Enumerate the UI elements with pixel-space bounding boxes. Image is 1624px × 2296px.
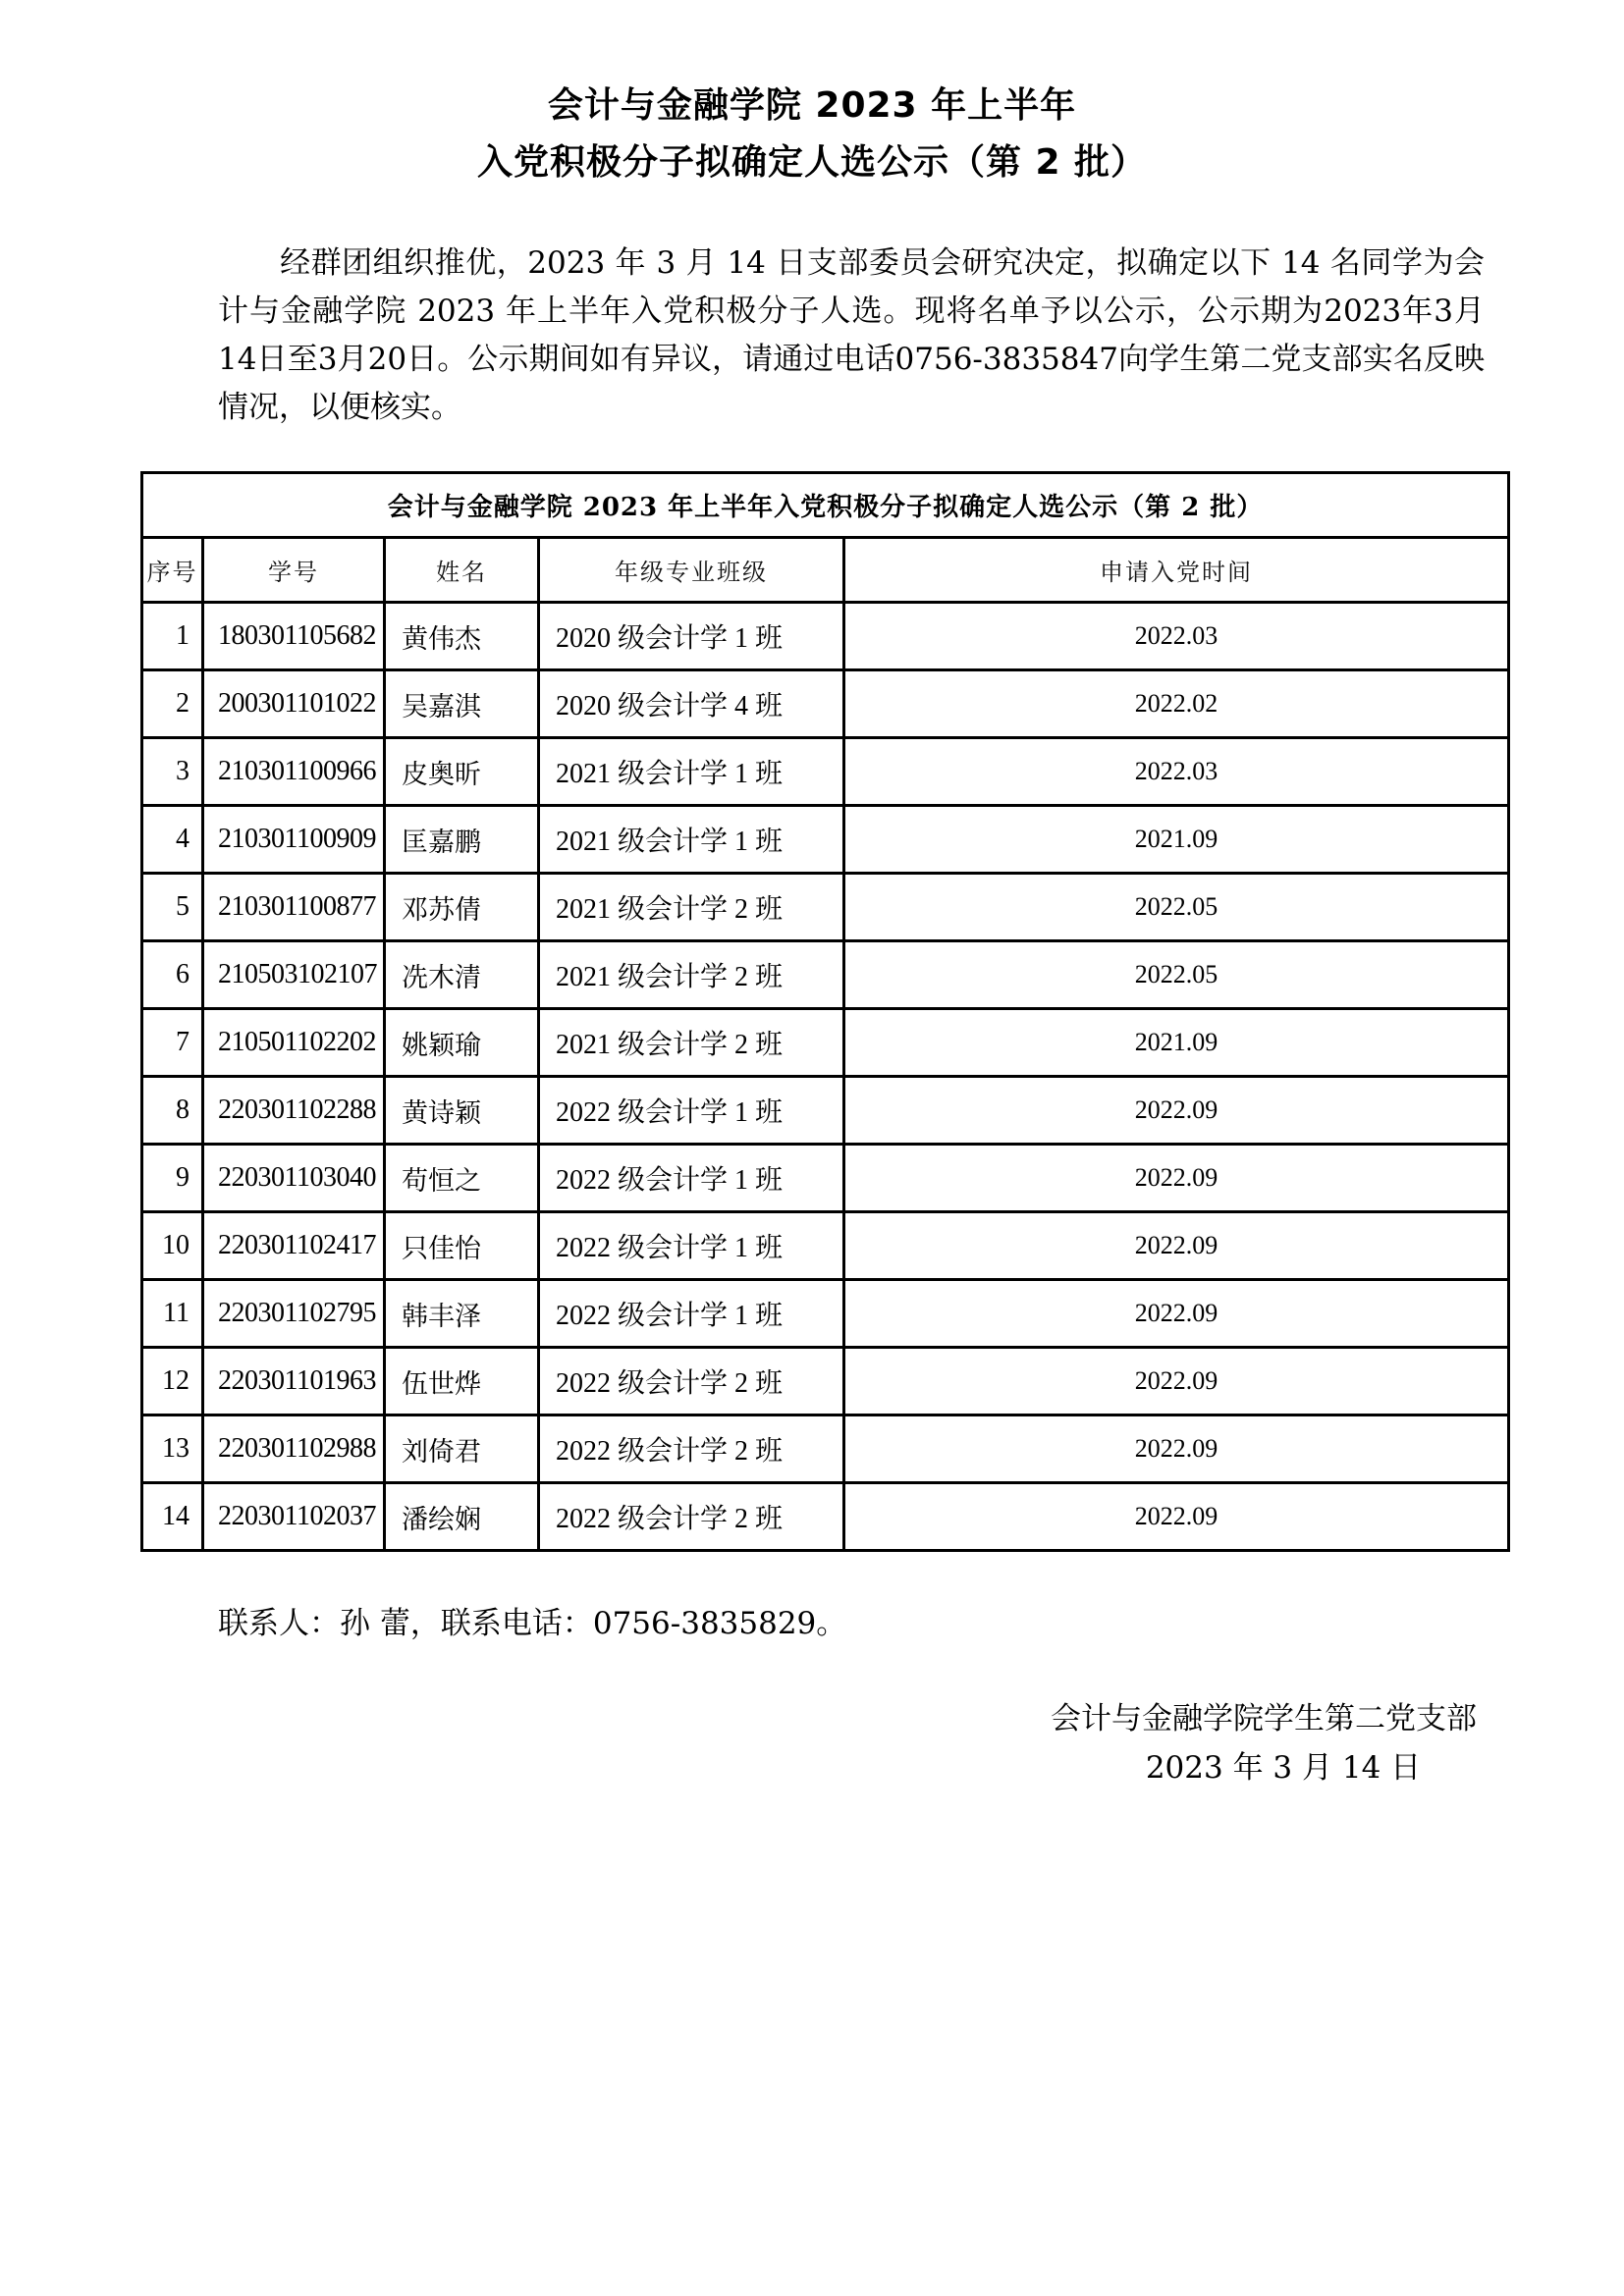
row-number: 6 (142, 941, 203, 1009)
grade-major-class: 2021 级会计学 1 班 (539, 738, 844, 806)
apply-date: 2021.09 (844, 1009, 1509, 1077)
student-name: 邓苏倩 (385, 874, 539, 941)
announcement-paragraph (218, 240, 1485, 432)
student-name: 吴嘉淇 (385, 670, 539, 738)
grade-major-class: 2022 级会计学 1 班 (539, 1077, 844, 1145)
table-row (142, 1077, 1509, 1145)
table-header-row (142, 538, 1509, 603)
apply-date: 2022.05 (844, 941, 1509, 1009)
grade-major-class: 2022 级会计学 2 班 (539, 1348, 844, 1415)
row-number: 12 (142, 1348, 203, 1415)
grade-major-class: 2022 级会计学 2 班 (539, 1483, 844, 1551)
student-id: 200301101022 (203, 670, 385, 738)
apply-date: 2022.09 (844, 1077, 1509, 1145)
table-row (142, 1483, 1509, 1551)
student-id: 210503102107 (203, 941, 385, 1009)
student-id: 220301102988 (203, 1415, 385, 1483)
table-row (142, 1280, 1509, 1348)
apply-date: 2022.09 (844, 1483, 1509, 1551)
student-id: 220301102037 (203, 1483, 385, 1551)
student-name: 黄诗颖 (385, 1077, 539, 1145)
grade-major-class: 2022 级会计学 2 班 (539, 1415, 844, 1483)
row-number: 7 (142, 1009, 203, 1077)
student-id: 220301102417 (203, 1212, 385, 1280)
grade-major-class: 2020 级会计学 1 班 (539, 603, 844, 670)
table-caption: 会计与金融学院 2023 年上半年入党积极分子拟确定人选公示（第 2 批） (142, 473, 1509, 538)
signature-block (1051, 1694, 1477, 1792)
table-row (142, 1415, 1509, 1483)
table-row (142, 603, 1509, 670)
signing-organization: 会计与金融学院学生第二党支部 (1051, 1701, 1477, 1736)
apply-date: 2022.05 (844, 874, 1509, 941)
grade-major-class: 2022 级会计学 1 班 (539, 1212, 844, 1280)
row-number: 14 (142, 1483, 203, 1551)
row-number: 4 (142, 806, 203, 874)
apply-date: 2022.09 (844, 1145, 1509, 1212)
row-number: 2 (142, 670, 203, 738)
student-name: 黄伟杰 (385, 603, 539, 670)
student-id: 220301103040 (203, 1145, 385, 1212)
student-name: 匡嘉鹏 (385, 806, 539, 874)
column-header-no: 序号 (142, 538, 203, 603)
row-number: 1 (142, 603, 203, 670)
student-id: 220301101963 (203, 1348, 385, 1415)
column-header-apply-date: 申请入党时间 (844, 538, 1509, 603)
table-row (142, 1145, 1509, 1212)
table-row (142, 941, 1509, 1009)
student-name: 伍世烨 (385, 1348, 539, 1415)
student-id: 220301102288 (203, 1077, 385, 1145)
student-name: 潘绘娴 (385, 1483, 539, 1551)
apply-date: 2022.09 (844, 1415, 1509, 1483)
student-name: 韩丰泽 (385, 1280, 539, 1348)
candidate-table (140, 471, 1510, 1552)
student-name: 苟恒之 (385, 1145, 539, 1212)
row-number: 10 (142, 1212, 203, 1280)
row-number: 11 (142, 1280, 203, 1348)
student-name: 皮奥昕 (385, 738, 539, 806)
grade-major-class: 2022 级会计学 1 班 (539, 1280, 844, 1348)
table-row (142, 738, 1509, 806)
row-number: 3 (142, 738, 203, 806)
student-id: 210301100877 (203, 874, 385, 941)
student-id: 210301100966 (203, 738, 385, 806)
contact-info: 联系人：孙 蕾，联系电话：0756-3835829。 (218, 1606, 847, 1641)
apply-date: 2022.09 (844, 1280, 1509, 1348)
table-row (142, 1348, 1509, 1415)
grade-major-class: 2021 级会计学 2 班 (539, 874, 844, 941)
signing-date: 2023 年 3 月 14 日 (1145, 1750, 1422, 1786)
student-name: 姚颖瑜 (385, 1009, 539, 1077)
student-name: 冼木清 (385, 941, 539, 1009)
document-title-line-2: 入党积极分子拟确定人选公示（第 2 批） (476, 142, 1148, 183)
grade-major-class: 2020 级会计学 4 班 (539, 670, 844, 738)
column-header-class: 年级专业班级 (539, 538, 844, 603)
apply-date: 2022.02 (844, 670, 1509, 738)
column-header-name: 姓名 (385, 538, 539, 603)
student-name: 只佳怡 (385, 1212, 539, 1280)
row-number: 13 (142, 1415, 203, 1483)
row-number: 9 (142, 1145, 203, 1212)
student-id: 210501102202 (203, 1009, 385, 1077)
grade-major-class: 2021 级会计学 1 班 (539, 806, 844, 874)
grade-major-class: 2022 级会计学 1 班 (539, 1145, 844, 1212)
table-row (142, 1212, 1509, 1280)
student-id: 180301105682 (203, 603, 385, 670)
paragraph-indent (218, 245, 280, 281)
apply-date: 2021.09 (844, 806, 1509, 874)
apply-date: 2022.03 (844, 738, 1509, 806)
table-body (142, 603, 1509, 1551)
student-id: 220301102795 (203, 1280, 385, 1348)
row-number: 8 (142, 1077, 203, 1145)
document-title-line-1: 会计与金融学院 2023 年上半年 (547, 85, 1077, 126)
grade-major-class: 2021 级会计学 2 班 (539, 1009, 844, 1077)
table-row (142, 1009, 1509, 1077)
announcement-text: 经群团组织推优，2023 年 3 月 14 日支部委员会研究决定，拟确定以下 14 名同学为会计与金融学院 2023 年上半年入党积极分子人选。现将名单予以公示，公示期为2023年3月14日至3月20日。公示期间如有异议，请通过电话0756-3835847向学生第二党支部实名反映情况，以便核实。 (218, 245, 1486, 425)
table-caption-row (142, 473, 1509, 538)
student-id: 210301100909 (203, 806, 385, 874)
grade-major-class: 2021 级会计学 2 班 (539, 941, 844, 1009)
apply-date: 2022.03 (844, 603, 1509, 670)
column-header-student-id: 学号 (203, 538, 385, 603)
table-row (142, 670, 1509, 738)
apply-date: 2022.09 (844, 1348, 1509, 1415)
table-row (142, 874, 1509, 941)
row-number: 5 (142, 874, 203, 941)
student-name: 刘倚君 (385, 1415, 539, 1483)
apply-date: 2022.09 (844, 1212, 1509, 1280)
table-row (142, 806, 1509, 874)
